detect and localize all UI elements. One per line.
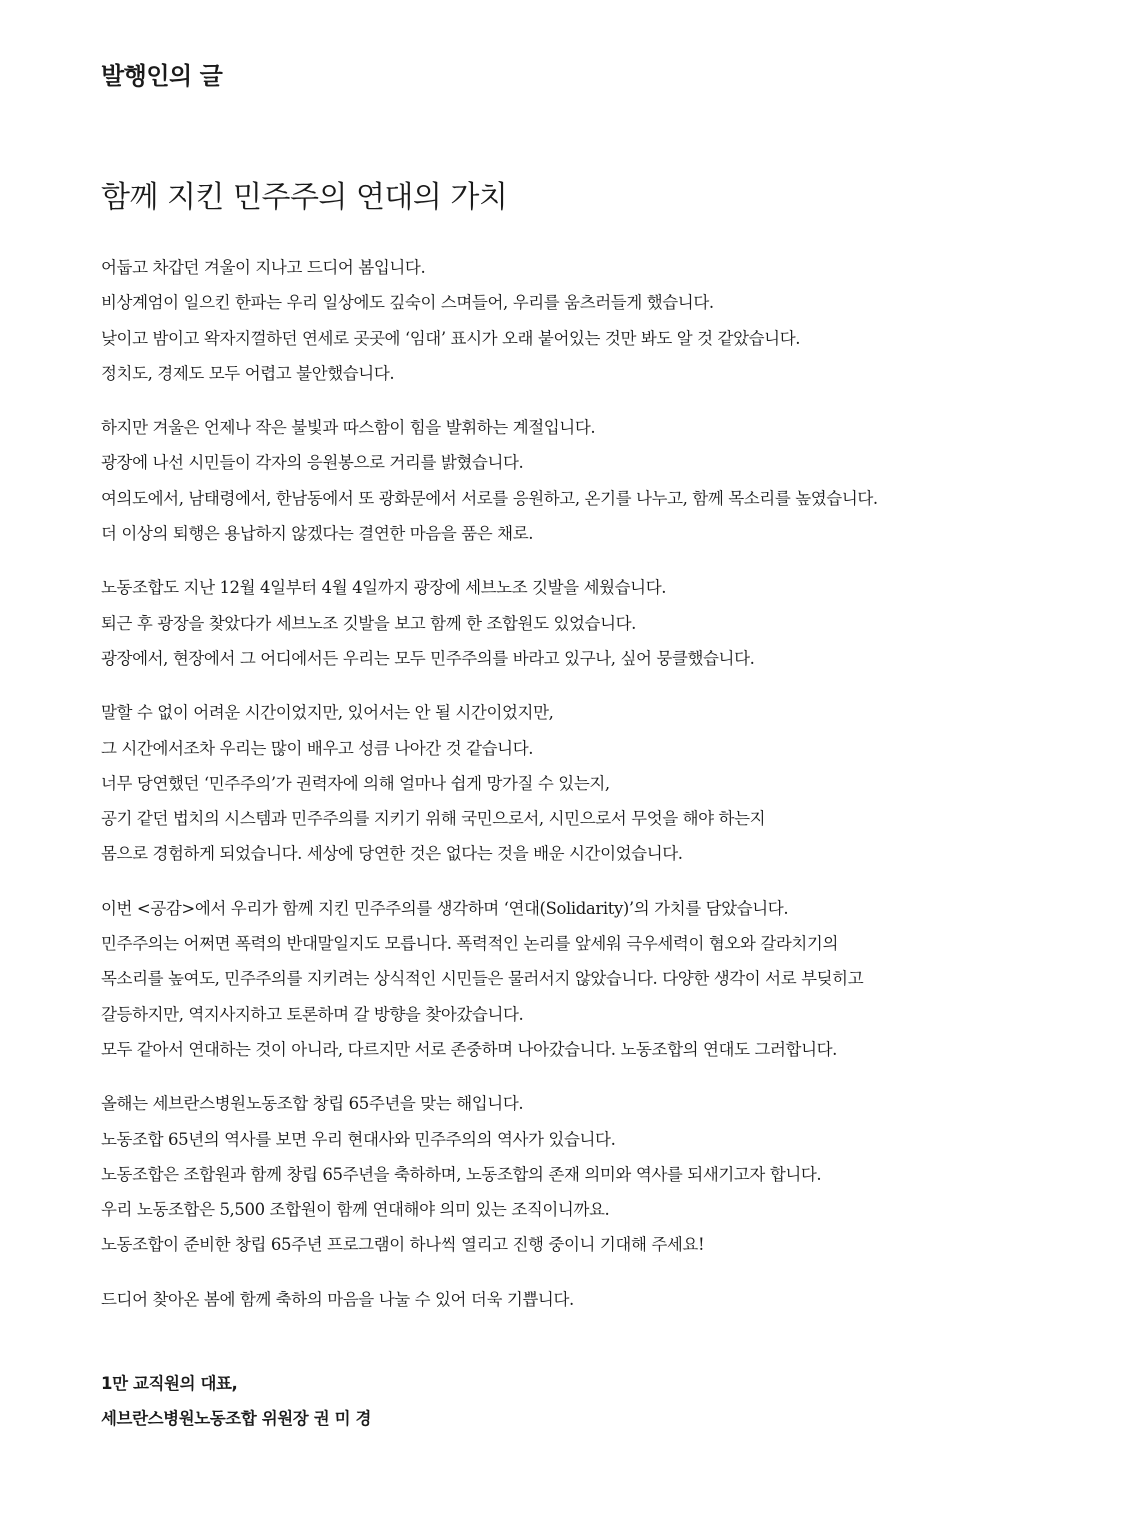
paragraph [101, 250, 1061, 391]
text-line: 광장에 나선 시민들이 각자의 응원봉으로 거리를 밝혔습니다. [101, 453, 524, 473]
text-line: 비상계엄이 일으킨 한파는 우리 일상에도 깊숙이 스며들어, 우리를 움츠러들게 했습니다. [101, 293, 714, 313]
text-line: 정치도, 경제도 모두 어렵고 불안했습니다. [101, 363, 395, 383]
paragraph [101, 1282, 1061, 1317]
paragraph [101, 1086, 1061, 1262]
text-line: 드디어 찾아온 봄에 함께 축하의 마음을 나눌 수 있어 더욱 기쁩니다. [101, 1289, 574, 1309]
signature-block [101, 1366, 371, 1436]
text-line: 노동조합이 준비한 창립 65주년 프로그램이 하나씩 열리고 진행 중이니 기대해 주세요! [101, 1235, 705, 1255]
text-line: 노동조합 65년의 역사를 보면 우리 현대사와 민주주의의 역사가 있습니다. [101, 1129, 616, 1149]
text-line: 목소리를 높여도, 민주주의를 지키려는 상식적인 시민들은 물러서지 않았습니다. 다양한 생각이 서로 부딪히고 [101, 969, 864, 989]
text-line: 낮이고 밤이고 왁자지껄하던 연세로 곳곳에 ‘임대’ 표시가 오래 붙어있는 것만 봐도 알 것 같았습니다. [101, 328, 801, 348]
signature-name: 권 미 경 [313, 1409, 372, 1428]
paragraph [101, 891, 1061, 1067]
paragraph [101, 695, 1061, 871]
paragraph [101, 410, 1061, 551]
text-line: 노동조합은 조합원과 함께 창립 65주년을 축하하며, 노동조합의 존재 의미와 역사를 되새기고자 합니다. [101, 1164, 822, 1184]
headline: 함께 지킨 민주주의 연대의 가치 [101, 180, 508, 215]
signature-title: 1만 교직원의 대표, [101, 1374, 238, 1393]
text-line: 노동조합도 지난 12월 4일부터 4월 4일까지 광장에 세브노조 깃발을 세웠습니다. [101, 578, 667, 598]
signature-role: 세브란스병원노동조합 위원장 [101, 1409, 314, 1428]
text-line: 우리 노동조합은 5,500 조합원이 함께 연대해야 의미 있는 조직이니까요. [101, 1200, 610, 1220]
text-line: 몸으로 경험하게 되었습니다. 세상에 당연한 것은 없다는 것을 배운 시간이었습니다. [101, 844, 683, 864]
paragraph [101, 570, 1061, 676]
text-line: 모두 같아서 연대하는 것이 아니라, 다르지만 서로 존중하며 나아갔습니다. 노동조합의 연대도 그러합니다. [101, 1039, 838, 1059]
text-line: 여의도에서, 남태령에서, 한남동에서 또 광화문에서 서로를 응원하고, 온기를 나누고, 함께 목소리를 높였습니다. [101, 488, 878, 508]
text-line: 광장에서, 현장에서 그 어디에서든 우리는 모두 민주주의를 바라고 있구나, 싶어 뭉클했습니다. [101, 648, 755, 668]
text-line: 어둡고 차갑던 겨울이 지나고 드디어 봄입니다. [101, 258, 426, 277]
text-line: 퇴근 후 광장을 찾았다가 세브노조 깃발을 보고 함께 한 조합원도 있었습니다. [101, 613, 637, 633]
letter-body [101, 250, 1061, 1336]
text-line: 더 이상의 퇴행은 용납하지 않겠다는 결연한 마음을 품은 채로. [101, 524, 534, 544]
text-line: 공기 같던 법치의 시스템과 민주주의를 지키기 위해 국민으로서, 시민으로서 무엇을 해야 하는지 [101, 809, 766, 829]
section-label: 발행인의 글 [101, 62, 223, 90]
text-line: 하지만 겨울은 언제나 작은 불빛과 따스함이 힘을 발휘하는 계절입니다. [101, 418, 596, 438]
text-line: 너무 당연했던 ‘민주주의’가 권력자에 의해 얼마나 쉽게 망가질 수 있는지, [101, 773, 610, 793]
text-line: 말할 수 없이 어려운 시간이었지만, 있어서는 안 될 시간이었지만, [101, 703, 554, 723]
text-line: 올해는 세브란스병원노동조합 창립 65주년을 맞는 해입니다. [101, 1094, 524, 1114]
text-line: 갈등하지만, 역지사지하고 토론하며 갈 방향을 찾아갔습니다. [101, 1004, 524, 1024]
text-line: 그 시간에서조차 우리는 많이 배우고 성큼 나아간 것 같습니다. [101, 738, 534, 758]
signature-position [101, 1401, 371, 1436]
text-line: 이번 <공감>에서 우리가 함께 지킨 민주주의를 생각하며 ‘연대(Solidarity)’의 가치를 담았습니다. [101, 898, 789, 918]
text-line: 민주주의는 어쩌면 폭력의 반대말일지도 모릅니다. 폭력적인 논리를 앞세워 극우세력이 혐오와 갈라치기의 [101, 934, 839, 954]
